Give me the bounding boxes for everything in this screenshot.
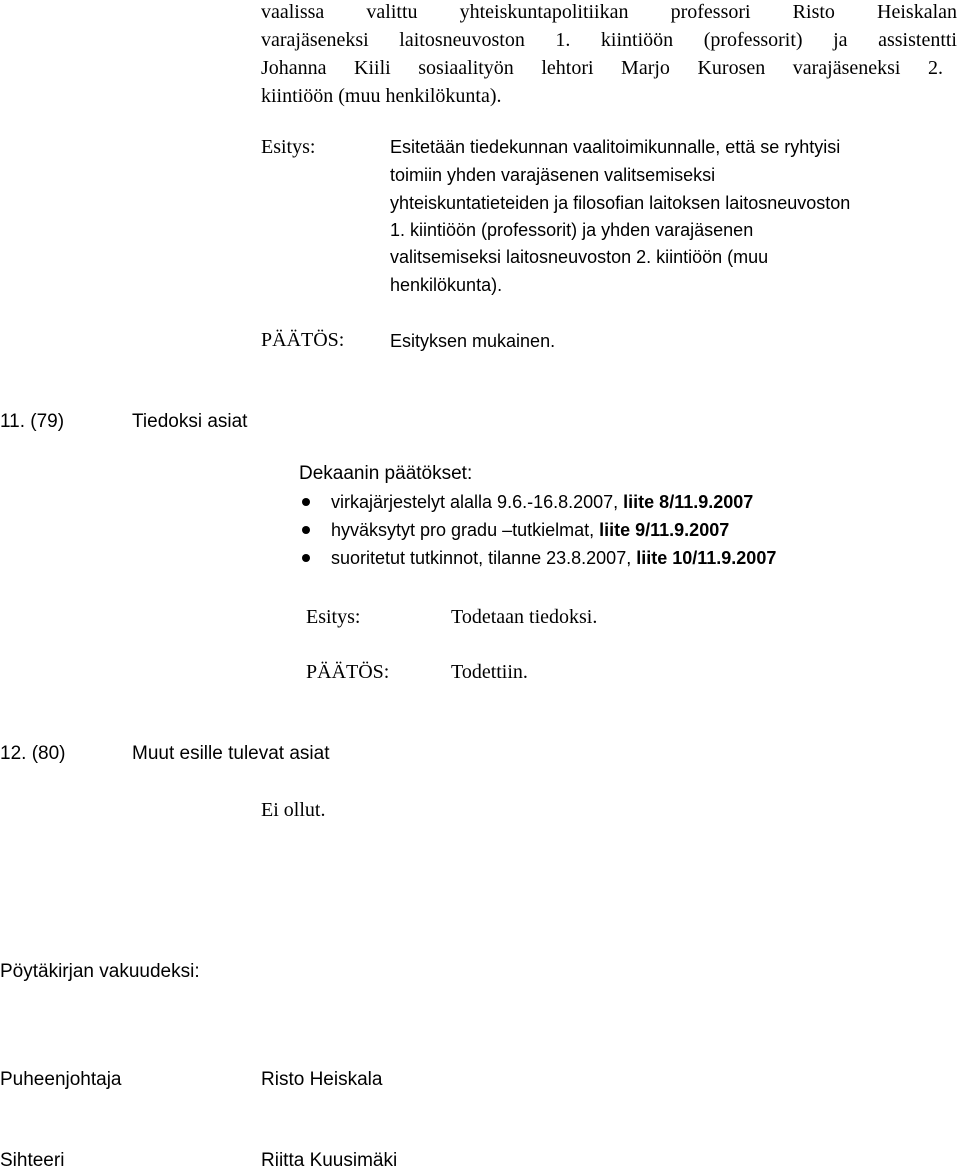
signatures-heading: Pöytäkirjan vakuudeksi:	[0, 961, 200, 982]
list-item-plain: virkajärjestelyt alalla 9.6.-16.8.2007,	[331, 492, 624, 512]
list-item-plain: suoritetut tutkinnot, tilanne 23.8.2007,	[331, 548, 637, 568]
list-item-text	[331, 544, 776, 572]
item10-esitys-line: Esitetään tiedekunnan vaalitoimikunnalle, että se ryhtyisi	[390, 137, 841, 157]
item11-esitys-label: Esitys:	[306, 606, 361, 628]
list-item-text	[331, 488, 753, 516]
intro-line-3: Johanna Kiili sosiaalityön lehtori Marjo Kurosen varajäseneksi 2.	[261, 57, 943, 79]
intro-line-1: vaalissa valittu yhteiskuntapolitiikan professori Risto Heiskalan	[261, 1, 957, 23]
item10-esitys-line: 1. kiintiöön (professorit) ja yhden varajäsenen	[390, 220, 754, 240]
list-item-attachment: liite 8/11.9.2007	[623, 492, 754, 512]
item10-paatos-label: PÄÄTÖS:	[261, 329, 345, 351]
intro-line-4: kiintiöön (muu henkilökunta).	[261, 85, 502, 107]
item11-number: 11. (79)	[0, 411, 65, 432]
item10-esitys-label: Esitys:	[261, 136, 316, 158]
list-item-attachment: liite 9/11.9.2007	[599, 520, 730, 540]
item10-paatos-text: Esityksen mukainen.	[390, 331, 556, 351]
item11-esitys-text: Todetaan tiedoksi.	[451, 606, 598, 628]
bullet-icon	[302, 554, 310, 562]
secretary-name: Riitta Kuusimäki	[261, 1150, 398, 1171]
item11-paatos-label: PÄÄTÖS:	[306, 661, 390, 683]
item10-esitys-line: henkilökunta).	[390, 275, 503, 295]
item11-paatos-text: Todettiin.	[451, 661, 528, 683]
chair-role: Puheenjohtaja	[0, 1069, 122, 1090]
secretary-role: Sihteeri	[0, 1150, 65, 1171]
list-item-attachment: liite 10/11.9.2007	[636, 548, 777, 568]
item10-esitys-line: toimiin yhden varajäsenen valitsemiseksi	[390, 165, 716, 185]
chair-name: Risto Heiskala	[261, 1069, 383, 1090]
list-item-text	[331, 516, 729, 544]
item11-subheading: Dekaanin päätökset:	[299, 463, 473, 484]
item12-text: Ei ollut.	[261, 799, 326, 821]
item12-title: Muut esille tulevat asiat	[132, 743, 330, 764]
item12-number: 12. (80)	[0, 743, 66, 764]
item11-title: Tiedoksi asiat	[132, 411, 248, 432]
bullet-icon	[302, 498, 310, 506]
item10-esitys-line: valitsemiseksi laitosneuvoston 2. kiintiöön (muu	[390, 247, 769, 267]
list-item-plain: hyväksytyt pro gradu –tutkielmat,	[331, 520, 600, 540]
intro-line-2: varajäseneksi laitosneuvoston 1. kiintiöön (professorit) ja assistentti	[261, 29, 957, 51]
item10-esitys-line: yhteiskuntatieteiden ja filosofian laitoksen laitosneuvoston	[390, 193, 851, 213]
bullet-icon	[302, 526, 310, 534]
